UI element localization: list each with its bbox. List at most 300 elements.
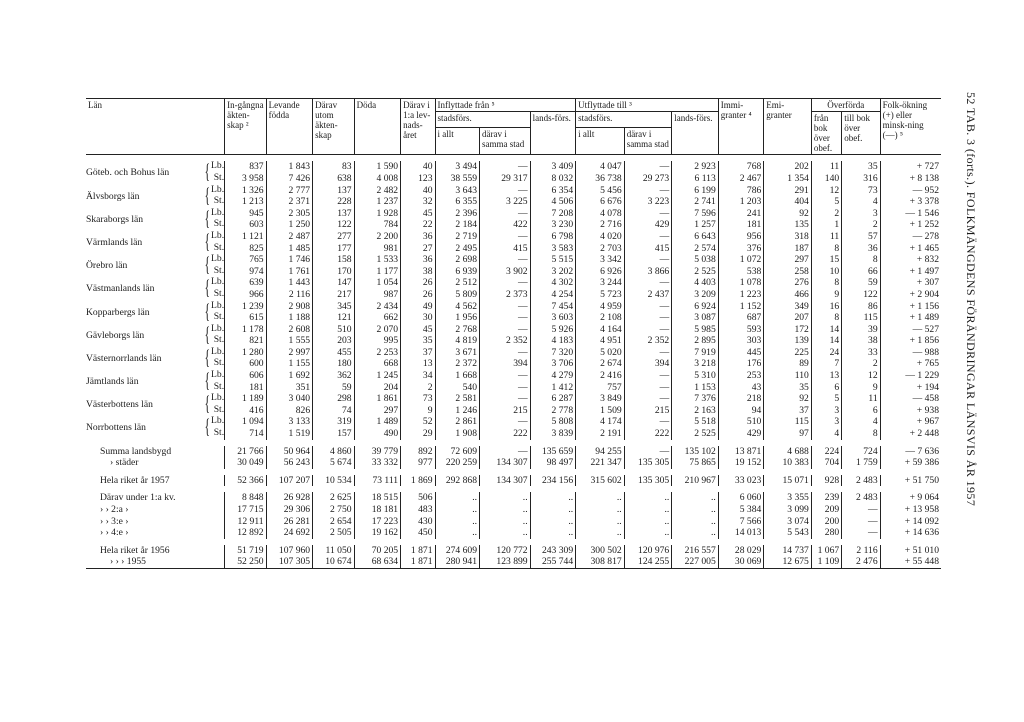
table-cell: 243 309 [530, 545, 576, 557]
table-cell: 300 502 [576, 545, 625, 557]
table-cell: — [624, 382, 672, 394]
table-cell: 3 355 [764, 492, 812, 504]
table-cell: — [624, 347, 672, 359]
table-cell: 36 [401, 231, 435, 243]
county-name: Västerbottens län [86, 399, 153, 411]
table-cell: 57 [842, 231, 880, 243]
table-cell: — [480, 208, 531, 220]
table-cell: 137 [313, 185, 354, 197]
table-cell: 2 070 [354, 324, 401, 336]
table-cell: — [480, 370, 531, 382]
table-cell: — [480, 382, 531, 394]
table-cell: 1 054 [354, 277, 401, 289]
table-cell: 2 373 [480, 289, 531, 301]
table-cell: 394 [480, 358, 531, 370]
county-name: Norrbottens län [86, 422, 146, 434]
table-cell: 1 871 [401, 545, 435, 557]
table-cell: 12 892 [225, 527, 266, 539]
table-cell: 308 817 [576, 556, 625, 568]
table-cell: 14 737 [764, 545, 812, 557]
brace-glyph: { [204, 344, 211, 369]
table-cell: 2 768 [435, 324, 480, 336]
row-label [86, 275, 225, 300]
table-cell: 966 [225, 289, 266, 301]
header-utom: Därav utom äkten-skap [313, 99, 354, 155]
table-cell: 8 [811, 312, 841, 324]
table-cell: 1 908 [435, 428, 480, 440]
table-cell: 7 426 [266, 173, 313, 185]
table-cell: 945 [225, 208, 266, 220]
table-cell: 18 181 [354, 504, 401, 516]
table-cell: — 458 [880, 393, 941, 405]
table-cell: .. [435, 504, 480, 516]
table-cell: 3 218 [672, 358, 719, 370]
table-cell: 784 [354, 219, 401, 231]
table-cell: 4 174 [576, 416, 625, 428]
table-cell: 59 [842, 277, 880, 289]
table-cell: 8 [842, 428, 880, 440]
table-cell: 22 [401, 219, 435, 231]
table-cell: 7 596 [672, 208, 719, 220]
table-cell: 2 476 [842, 556, 880, 568]
table-row [86, 428, 941, 440]
row-type-label: Lb. [211, 276, 225, 288]
table-cell: 6 939 [435, 266, 480, 278]
table-cell: 928 [811, 475, 841, 487]
table-cell: 2 525 [672, 428, 719, 440]
table-cell: + 765 [880, 358, 941, 370]
table-cell: 74 [313, 405, 354, 417]
table-cell: 6 199 [672, 185, 719, 197]
table-cell: 7 320 [530, 347, 576, 359]
row-label [86, 428, 225, 440]
table-cell: 593 [718, 324, 764, 336]
table-cell: 1 250 [266, 219, 313, 231]
table-cell: + 1 465 [880, 243, 941, 255]
table-cell: 11 [811, 161, 841, 173]
table-cell: 3 706 [530, 358, 576, 370]
summary-row [86, 492, 941, 504]
table-cell: 2 716 [576, 219, 625, 231]
table-cell: 8 [811, 243, 841, 255]
table-cell: + 727 [880, 161, 941, 173]
table-cell: 122 [842, 289, 880, 301]
table-cell: 2 719 [435, 231, 480, 243]
row-type-label: St. [213, 171, 225, 183]
table-cell: 18 515 [354, 492, 401, 504]
table-cell: 483 [401, 504, 435, 516]
table-cell: 2 923 [672, 161, 719, 173]
table-cell: 995 [354, 335, 401, 347]
table-cell: 1 928 [354, 208, 401, 220]
header-doda: Döda [354, 99, 401, 155]
table-cell: 4 [811, 428, 841, 440]
table-cell: .. [530, 504, 576, 516]
table-cell: 714 [225, 428, 266, 440]
table-cell: 107 960 [266, 545, 313, 557]
county-name: Älvsborgs län [86, 190, 140, 202]
table-cell: 3 849 [576, 393, 625, 405]
table-cell: 2 483 [842, 475, 880, 487]
table-cell: 1 443 [266, 277, 313, 289]
table-cell: .. [672, 504, 719, 516]
row-type-label: St. [213, 380, 225, 392]
table-cell: 38 [401, 266, 435, 278]
table-cell: 255 744 [530, 556, 576, 568]
table-cell: .. [530, 492, 576, 504]
summary-row [86, 527, 941, 539]
table-cell: 6 798 [530, 231, 576, 243]
table-cell: 29 273 [624, 173, 672, 185]
table-cell: + 55 448 [880, 556, 941, 568]
table-cell: 52 250 [225, 556, 266, 568]
table-cell: 222 [480, 428, 531, 440]
table-cell: 2 525 [672, 266, 719, 278]
table-cell: 450 [401, 527, 435, 539]
table-cell: 4 506 [530, 196, 576, 208]
table-cell: 200 [811, 516, 841, 528]
table-cell: + 9 064 [880, 492, 941, 504]
table-cell: 1 223 [718, 289, 764, 301]
table-cell: 2 997 [266, 347, 313, 359]
table-cell: 404 [764, 196, 812, 208]
table-cell: 34 [401, 370, 435, 382]
table-cell: 6 355 [435, 196, 480, 208]
table-cell: + 1 856 [880, 335, 941, 347]
table-cell: 68 634 [354, 556, 401, 568]
table-cell: 97 [764, 428, 812, 440]
table-cell: 2 654 [313, 516, 354, 528]
table-cell: 668 [354, 358, 401, 370]
table-cell: 1 869 [401, 475, 435, 487]
table-cell: 26 [401, 289, 435, 301]
table-cell: + 2 904 [880, 289, 941, 301]
table-cell: 297 [354, 405, 401, 417]
table-cell: .. [480, 527, 531, 539]
table-cell: 821 [225, 335, 266, 347]
table-cell: 351 [266, 382, 313, 394]
table-cell: 33 [842, 347, 880, 359]
table-cell: 319 [313, 416, 354, 428]
table-cell: 274 609 [435, 545, 480, 557]
table-cell: 956 [718, 231, 764, 243]
table-cell: 7 208 [530, 208, 576, 220]
brace-glyph: { [204, 275, 211, 300]
row-type-label: St. [213, 241, 225, 253]
table-cell: 19 162 [354, 527, 401, 539]
table-cell: 466 [764, 289, 812, 301]
table-cell: + 2 448 [880, 428, 941, 440]
table-cell: — [480, 231, 531, 243]
table-cell: 422 [480, 219, 531, 231]
table-cell: .. [480, 492, 531, 504]
table-cell: 122 [313, 219, 354, 231]
table-cell: 5 020 [576, 347, 625, 359]
table-cell: 59 [313, 382, 354, 394]
table-cell: 4 183 [530, 335, 576, 347]
table-cell: 3 902 [480, 266, 531, 278]
header-ut-iallt: i allt [576, 127, 625, 155]
table-cell: 135 659 [530, 446, 576, 458]
table-cell: + 51 010 [880, 545, 941, 557]
table-cell: 36 [401, 254, 435, 266]
table-cell: 4 951 [576, 335, 625, 347]
table-cell: — [624, 231, 672, 243]
table-cell: 10 383 [764, 457, 812, 469]
table-cell: 826 [266, 405, 313, 417]
table-cell: 2 487 [266, 231, 313, 243]
table-cell: 3 074 [764, 516, 812, 528]
table-cell: 3 099 [764, 504, 812, 516]
table-cell: 1 121 [225, 231, 266, 243]
table-cell: — [624, 416, 672, 428]
table-cell: 134 307 [480, 457, 531, 469]
table-cell: 1 519 [266, 428, 313, 440]
table-row [86, 254, 941, 266]
table-cell: 2 416 [576, 370, 625, 382]
brace-glyph: { [204, 414, 211, 439]
table-cell: 140 [811, 173, 841, 185]
table-cell: 4 860 [313, 446, 354, 458]
county-name: Örebro län [86, 260, 128, 272]
table-cell: 5 456 [576, 185, 625, 197]
table-cell: 4 078 [576, 208, 625, 220]
table-cell: 180 [313, 358, 354, 370]
table-cell: 1 861 [354, 393, 401, 405]
table-cell: 757 [576, 382, 625, 394]
table-cell: 6 354 [530, 185, 576, 197]
table-cell: 8 [811, 277, 841, 289]
table-cell: 204 [354, 382, 401, 394]
table-cell: 2 372 [435, 358, 480, 370]
table-cell: 7 454 [530, 301, 576, 313]
county-name: Västernorrlands län [86, 352, 162, 364]
table-cell: 158 [313, 254, 354, 266]
table-cell: 70 205 [354, 545, 401, 557]
table-cell: 8 [842, 254, 880, 266]
table-cell: 1 761 [266, 266, 313, 278]
table-cell: .. [576, 492, 625, 504]
table-cell: 7 919 [672, 347, 719, 359]
table-cell: 147 [313, 277, 354, 289]
table-cell: 221 347 [576, 457, 625, 469]
table-cell: 1 155 [266, 358, 313, 370]
table-cell: — 1 546 [880, 208, 941, 220]
table-cell: 33 023 [718, 475, 764, 487]
table-cell: 2 352 [480, 335, 531, 347]
table-cell: 510 [718, 416, 764, 428]
summary-label: Hela riket år 1957 [100, 474, 170, 486]
table-cell: — [842, 527, 880, 539]
table-cell: 5 543 [764, 527, 812, 539]
table-cell: 30 049 [225, 457, 266, 469]
table-cell: .. [576, 527, 625, 539]
table-cell: 2 698 [435, 254, 480, 266]
table-cell: 4 [842, 416, 880, 428]
table-cell: 3 958 [225, 173, 266, 185]
table-cell: 209 [811, 504, 841, 516]
table-cell: 765 [225, 254, 266, 266]
table-cell: 56 243 [266, 457, 313, 469]
table-cell: 29 306 [266, 504, 313, 516]
population-change-table [86, 98, 941, 569]
table-cell: 38 [842, 335, 880, 347]
table-cell: 9 [811, 289, 841, 301]
table-cell: 15 071 [764, 475, 812, 487]
table-cell: .. [624, 516, 672, 528]
row-type-label: St. [213, 334, 225, 346]
table-cell: 298 [313, 393, 354, 405]
table-cell: 316 [842, 173, 880, 185]
county-name: Jämtlands län [86, 376, 139, 388]
table-cell: 5 674 [313, 457, 354, 469]
table-cell: 3 230 [530, 219, 576, 231]
table-cell: — [480, 277, 531, 289]
table-cell: 11 [811, 231, 841, 243]
table-cell: 43 [718, 382, 764, 394]
header-ingangna: In-gångna äkten-skap ² [225, 99, 266, 155]
table-cell: 137 [313, 208, 354, 220]
table-cell: 538 [718, 266, 764, 278]
header-ut-samma: därav i samma stad [624, 127, 672, 155]
row-label [86, 344, 225, 369]
table-cell: 7 566 [718, 516, 764, 528]
header-levnad: Därav i 1:a lev-nads-året [401, 99, 435, 155]
table-cell: 207 [764, 312, 812, 324]
table-cell: 215 [624, 405, 672, 417]
table-cell: 14 [811, 324, 841, 336]
table-cell: — [480, 347, 531, 359]
table-cell: 110 [764, 370, 812, 382]
table-cell: 66 [842, 266, 880, 278]
table-cell: 33 332 [354, 457, 401, 469]
table-cell: 600 [225, 358, 266, 370]
header-row [86, 99, 941, 112]
table-cell: 4 047 [576, 161, 625, 173]
table-cell: + 832 [880, 254, 941, 266]
table-cell: 1 237 [354, 196, 401, 208]
table-cell: 1 189 [225, 393, 266, 405]
table-cell: 35 [842, 161, 880, 173]
table-cell: 1 213 [225, 196, 266, 208]
table-cell: 5 809 [435, 289, 480, 301]
table-cell: 37 [764, 405, 812, 417]
table-cell: — [624, 185, 672, 197]
table-cell: 2 482 [354, 185, 401, 197]
table-cell: 2 396 [435, 208, 480, 220]
header-utflyttade: Utflyttade till ³ [576, 99, 719, 112]
table-cell: — [624, 254, 672, 266]
table-cell: 2 495 [435, 243, 480, 255]
table-cell: 687 [718, 312, 764, 324]
table-cell: + 194 [880, 382, 941, 394]
table-cell: 30 069 [718, 556, 764, 568]
table-cell: — [480, 301, 531, 313]
table-cell: 4 254 [530, 289, 576, 301]
table-cell: — [480, 416, 531, 428]
table-cell: 29 317 [480, 173, 531, 185]
table-cell: 1 239 [225, 301, 266, 313]
table-cell: 1 153 [672, 382, 719, 394]
table-cell: 51 719 [225, 545, 266, 557]
table-row [86, 312, 941, 324]
brace-glyph: { [204, 205, 211, 230]
table-cell: 1 280 [225, 347, 266, 359]
table-cell: 6 060 [718, 492, 764, 504]
brace-glyph: { [204, 298, 211, 323]
table-cell: 3 409 [530, 161, 576, 173]
county-name: Göteb. och Bohus län [86, 167, 170, 179]
header-levande: Levande födda [266, 99, 313, 155]
header-emigranter: Emi-granter [764, 99, 812, 155]
table-cell: 181 [718, 219, 764, 231]
table-cell: 2 191 [576, 428, 625, 440]
table-cell: — [480, 161, 531, 173]
table-cell: 362 [313, 370, 354, 382]
table-cell: 430 [401, 516, 435, 528]
table-row [86, 289, 941, 301]
table-cell: .. [672, 527, 719, 539]
table-cell: 27 [401, 243, 435, 255]
table-cell: 1 067 [811, 545, 841, 557]
table-cell: 135 102 [672, 446, 719, 458]
table-cell: 376 [718, 243, 764, 255]
row-type-label: Lb. [211, 322, 225, 334]
table-cell: 176 [718, 358, 764, 370]
table-cell: 2 116 [842, 545, 880, 557]
header-inflyttade: Inflyttade från ⁵ [435, 99, 576, 112]
table-cell: 3 839 [530, 428, 576, 440]
table-cell: 6 676 [576, 196, 625, 208]
table-cell: 258 [764, 266, 812, 278]
table-cell: 5 926 [530, 324, 576, 336]
table-cell: 50 964 [266, 446, 313, 458]
table-cell: 2 625 [313, 492, 354, 504]
table-cell: 506 [401, 492, 435, 504]
table-cell: 13 [401, 358, 435, 370]
table-cell: 2 [842, 219, 880, 231]
row-type-label: St. [213, 403, 225, 415]
table-cell: 52 366 [225, 475, 266, 487]
table-cell: .. [435, 516, 480, 528]
table-cell: 5 985 [672, 324, 719, 336]
table-cell: 2 352 [624, 335, 672, 347]
header-in-iallt: i allt [435, 127, 480, 155]
summary-row [86, 475, 941, 487]
table-cell: 4 688 [764, 446, 812, 458]
table-cell: 3 866 [624, 266, 672, 278]
table-cell: 3 225 [480, 196, 531, 208]
table-cell: 30 [401, 312, 435, 324]
table-cell: — 952 [880, 185, 941, 197]
table-cell: 123 [401, 173, 435, 185]
row-type-label: St. [213, 311, 225, 323]
summary-row [86, 545, 941, 557]
table-cell: — [624, 324, 672, 336]
table-cell: 3 202 [530, 266, 576, 278]
table-cell: 1 246 [435, 405, 480, 417]
table-cell: 115 [764, 416, 812, 428]
table-cell: 3 [811, 416, 841, 428]
row-type-label: St. [213, 427, 225, 439]
header-overforda: Överförda [811, 99, 880, 112]
table-cell: 1 177 [354, 266, 401, 278]
table-cell: 225 [764, 347, 812, 359]
table-cell: 280 [811, 527, 841, 539]
header-till-bok: till bok över obef. [842, 112, 880, 155]
table-cell: 4 562 [435, 301, 480, 313]
table-cell: 6 287 [530, 393, 576, 405]
